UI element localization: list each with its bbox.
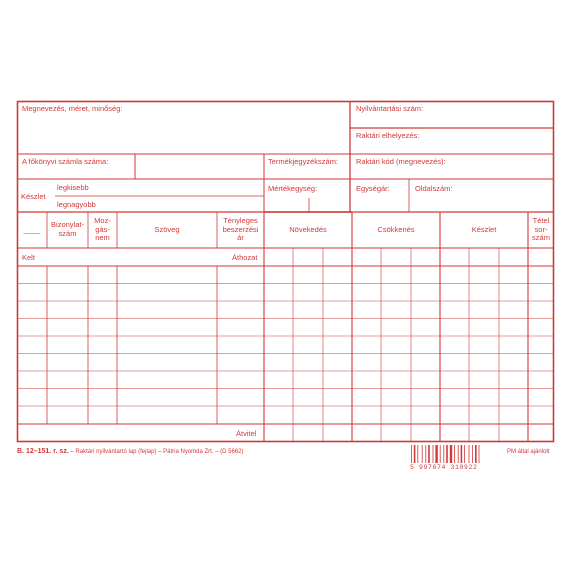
product-code-label: Termékjegyzékszám: <box>268 157 339 166</box>
document-number-header <box>47 212 88 248</box>
barcode-bar <box>475 445 477 463</box>
date-label: Kelt <box>22 253 35 262</box>
name-quality-label: Megnevezés, méret, minőség: <box>22 104 123 113</box>
barcode-bar <box>464 445 465 463</box>
store-code-label: Raktári kód (megnevezés): <box>356 157 446 166</box>
barcode-bar <box>446 445 448 463</box>
movement-type-header <box>88 212 117 248</box>
purchase-price-header <box>217 212 264 248</box>
item-header-line: sor- <box>534 224 548 234</box>
barcode-bar <box>433 445 434 463</box>
page-number-label: Oldalszám: <box>415 184 453 193</box>
barcode-bar <box>472 445 473 463</box>
item-header-line: Tétel <box>532 216 550 226</box>
barcode-bar <box>414 445 416 463</box>
increase-header-line: Növekedés <box>289 224 327 234</box>
barcode-bar <box>440 445 441 463</box>
barcode-bar <box>428 445 430 463</box>
stock-label: Készlet <box>21 192 46 201</box>
blank-column-label: ____ <box>23 224 41 234</box>
barcode-bar <box>450 445 452 463</box>
barcode-bar <box>461 445 463 463</box>
unit-of-measure-label: Mértékegység: <box>268 184 318 193</box>
movement-header-line: gás- <box>95 224 110 234</box>
form-description: – Raktári nyilvántartó lap (fejlap) – Pátria Nyomda Zrt. – (D 5662) <box>68 449 244 455</box>
decrease-header <box>352 212 440 248</box>
movement-header-line: nem <box>95 233 110 243</box>
barcode-bar <box>458 445 459 463</box>
barcode-bar <box>425 445 426 463</box>
barcode-digits: 5 997674 310922 <box>410 464 478 471</box>
barcode-bar <box>454 445 455 463</box>
record-number-label: Nyilvántartási szám: <box>356 104 424 113</box>
ledger-account-label: A főkönyvi számla száma: <box>22 157 109 166</box>
item-number-header <box>528 212 554 248</box>
recommendation-note: PM által ajánlott <box>507 449 550 455</box>
carry-out-label: Átvitel <box>236 429 257 438</box>
stock-max-label: legnagyobb <box>57 200 96 209</box>
stock-min-label: legkisebb <box>57 183 89 192</box>
stock-column-header <box>440 212 528 248</box>
footer-print-info <box>17 448 244 455</box>
barcode-bar <box>443 445 444 463</box>
increase-header <box>264 212 352 248</box>
decrease-header-line: Csökkenés <box>377 224 415 234</box>
form-code: B. 12–151. r. sz. <box>17 448 69 455</box>
barcode <box>410 445 482 463</box>
document-header-line: Bizonylat- <box>51 220 84 230</box>
barcode-bar <box>479 445 480 463</box>
item-header-line: szám <box>532 233 550 243</box>
barcode-bar <box>435 445 437 463</box>
storage-location-label: Raktári elhelyezés: <box>356 131 420 140</box>
movement-header-line: Moz- <box>94 216 111 226</box>
purchase-header-line: beszerzési <box>222 224 259 234</box>
purchase-header-line: Tényleges <box>223 216 258 226</box>
carry-in-label: Áthozat <box>232 253 258 262</box>
unit-price-label: Egységár: <box>356 184 390 193</box>
barcode-bar <box>417 445 418 463</box>
text-header-line: Szöveg <box>154 224 180 234</box>
barcode-bar <box>469 445 470 463</box>
barcode-bar <box>411 445 412 463</box>
text-header <box>117 212 217 248</box>
stock-header-line: Készlet <box>471 224 497 234</box>
document-header-line: szám <box>58 229 77 238</box>
barcode-bar <box>422 445 423 463</box>
blank-column-header <box>17 212 47 248</box>
purchase-header-line: ár <box>237 233 244 243</box>
